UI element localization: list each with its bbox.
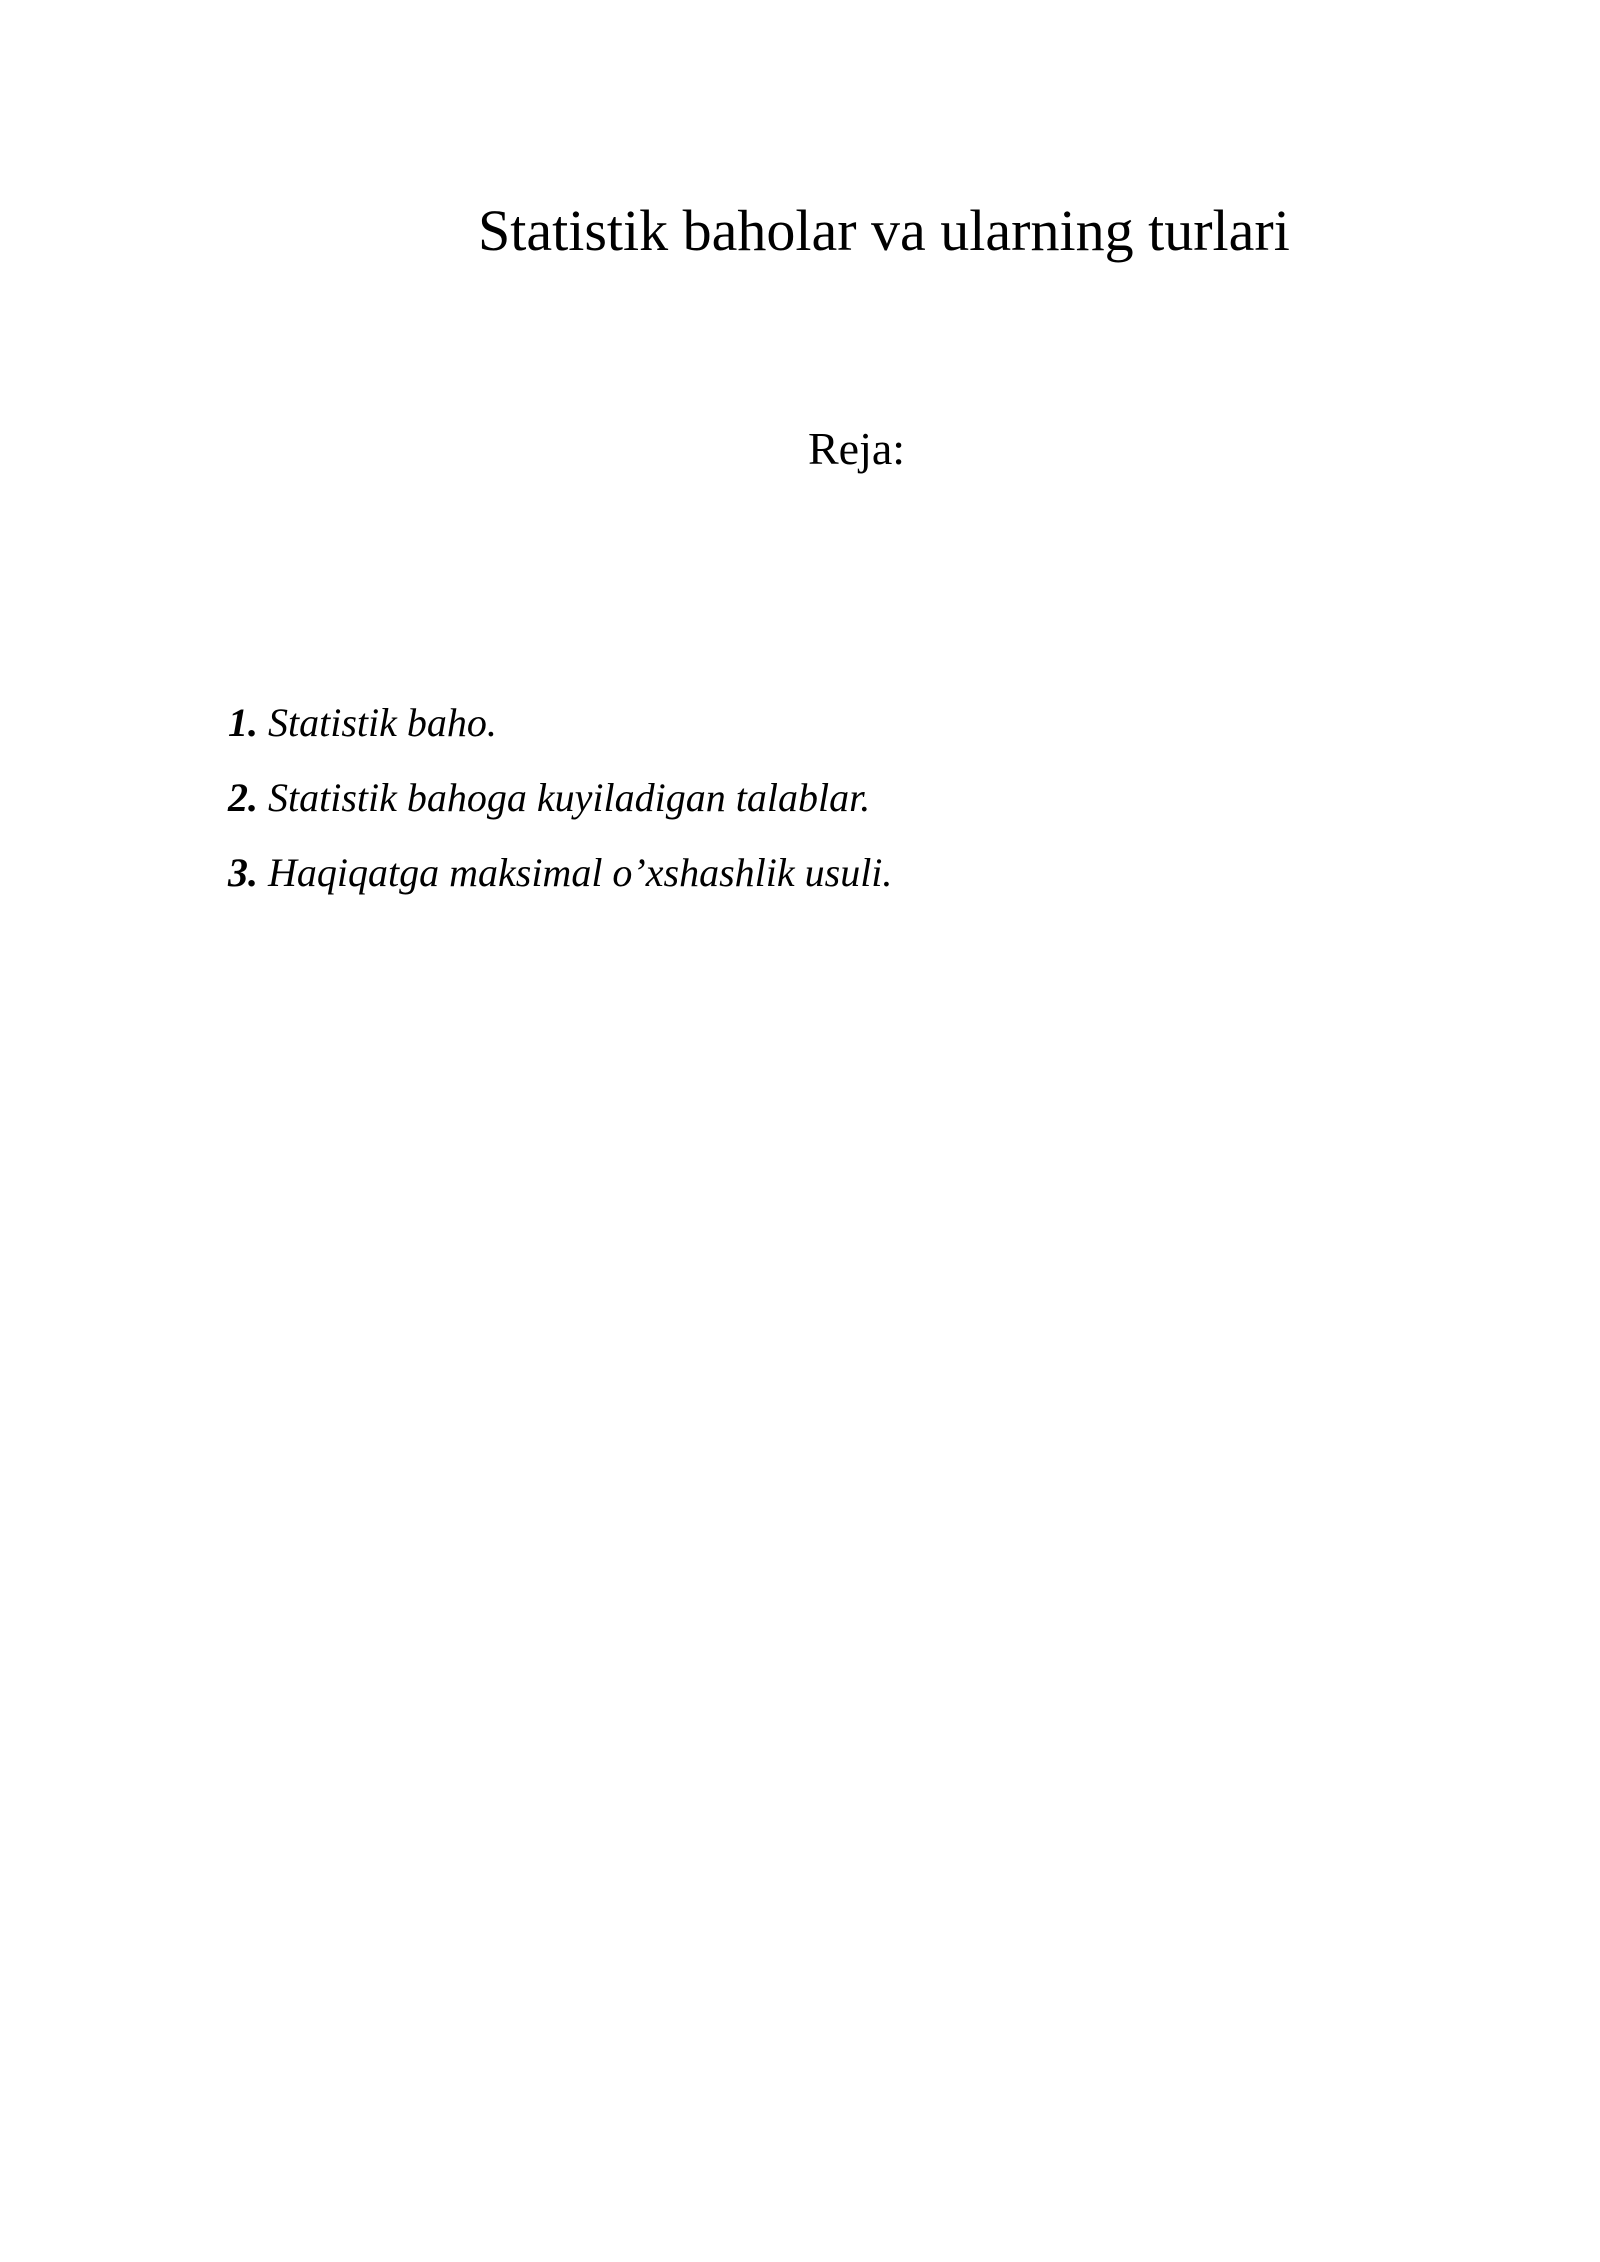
- plan-item-text: Statistik bahoga kuyiladigan talablar.: [268, 775, 871, 820]
- plan-item-number: 3.: [228, 850, 258, 895]
- document-title: Statistik baholar va ularning turlari: [478, 198, 1290, 263]
- plan-item-text: Haqiqatga maksimal o’xshashlik usuli.: [268, 850, 893, 895]
- plan-item: [228, 696, 892, 771]
- plan-list: [228, 696, 892, 921]
- plan-item: [228, 846, 892, 921]
- plan-item-text: Statistik baho.: [268, 700, 497, 745]
- plan-item: [228, 771, 892, 846]
- plan-item-number: 1.: [228, 700, 258, 745]
- plan-heading: Reja:: [808, 423, 906, 474]
- plan-item-number: 2.: [228, 775, 258, 820]
